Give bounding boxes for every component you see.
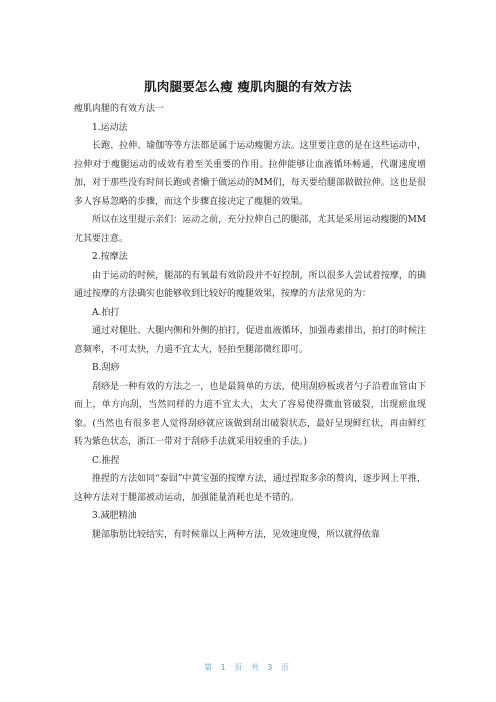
document-body [74, 100, 426, 544]
subsection-heading: B.刮痧 [92, 363, 120, 373]
page-number-footer: 第 1 页 共 3 页 [204, 663, 292, 672]
section-heading: 瘦肌肉腿的有效方法一 [74, 104, 165, 114]
body-paragraph: 由于运动的时候，腿部的有氧最有效阶段并不好控制，所以很多人尝试着按摩，的确通过按摩的方法确实也能够收到比较好的瘦腿效果，按摩的方法常见的为： [74, 270, 426, 299]
body-paragraph: 所以在这里提示亲们：运动之前，充分拉伸自己的腿部，尤其是采用运动瘦腿的MM尤其要注意。 [74, 215, 426, 244]
body-paragraph: 通过对腿肚、大腿内侧和外侧的拍打，促进血液循环，加强毒素排出，拍打的时候注意频率，不可太快，力道不宜太大，轻拍至腿部微红即可。 [74, 326, 426, 355]
subsection-heading: 1.运动法 [92, 122, 128, 133]
subsection-heading: C.推捏 [92, 455, 120, 466]
subsection-heading: 3.减肥精油 [92, 511, 137, 521]
body-paragraph: 腿部脂肪比较结实，有时候靠以上两种方法，见效速度慢，所以就得依靠 [92, 529, 381, 540]
body-paragraph: 刮痧是一种有效的方法之一，也是最简单的方法，使用刮痧板或者勺子沿着血管由下而上，单方向刮，当然同样的力道不宜太大，太大了容易使得微血管破裂，出现瘀血现象。(当然也有很多老人觉得刮痧就应该做到刮出破裂状态，最好呈现鲜红状，再由鲜红转为紫色状态，浙江一带对于刮痧手法就采用较重的手法。) [74, 381, 426, 447]
body-paragraph: 推捏的方法如同“泰囧”中黄宝强的按摩方法，通过捏取多余的赘肉，逐步网上平推，这种方法对于腿部被动运动，加强能量消耗也是不错的。 [74, 474, 426, 503]
document-title: 肌肉腿要怎么瘦 瘦肌肉腿的有效方法 [144, 79, 352, 94]
subsection-heading: 2.按摩法 [92, 252, 128, 262]
body-paragraph: 长跑、拉伸、瑜伽等等方法都是属于运动瘦腿方法。这里要注意的是在这些运动中，拉伸对于瘦腿运动的成效有着至关重要的作用。拉伸能够让血液循环畅通，代谢速度增加，对于那些没有时间长跑或者懒于做运动的MM们，每天要给腿部做做拉伸。这也是很多人容易忽略的步骤，而这个步骤直接决定了瘦腿的效果。 [74, 141, 426, 207]
subsection-heading: A.拍打 [92, 307, 120, 318]
